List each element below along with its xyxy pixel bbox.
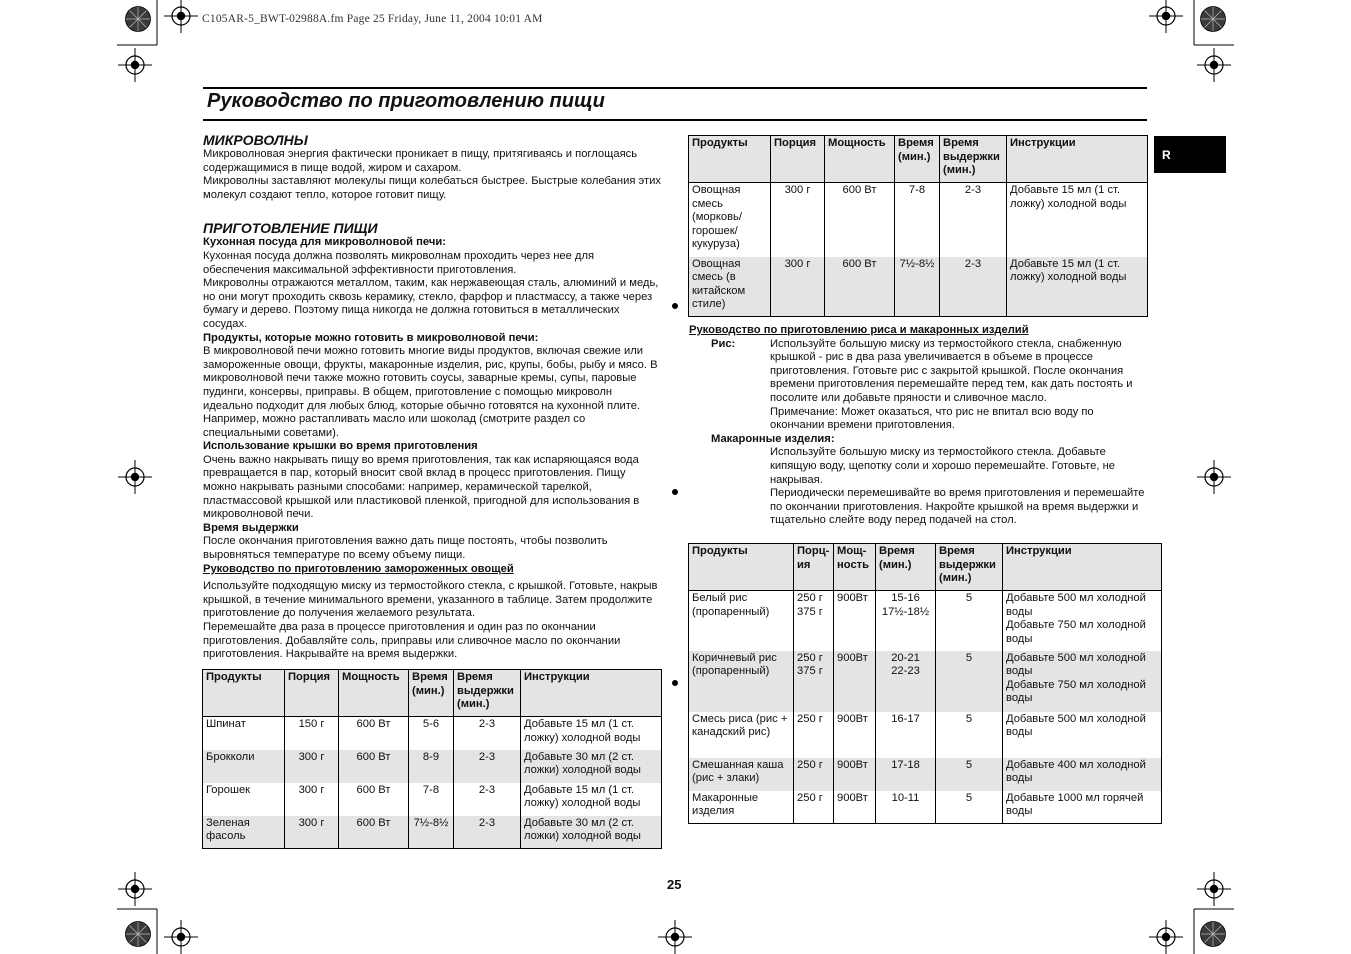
- table-cell: Добавьте 30 мл (2 ст. ложки) холодной воды: [521, 816, 662, 849]
- table-cell: 900Вт: [834, 712, 876, 758]
- table-cell: 300 г: [771, 257, 825, 317]
- table-cell: Коричневый рис (пропаренный): [689, 651, 794, 712]
- frozen-vegetables-table: [202, 669, 662, 849]
- rice-label: Рис:: [711, 337, 736, 350]
- table-cell: 250 г: [794, 758, 834, 791]
- column-header: Инструкции: [1007, 136, 1148, 183]
- table-cell: Добавьте 15 мл (1 ст. ложку) холодной воды: [521, 783, 662, 816]
- column-header: Время (мин.): [409, 670, 454, 717]
- foods-heading: Продукты, которые можно готовить в микроволновой печи:: [203, 331, 539, 344]
- table-row: [689, 183, 1148, 257]
- table-cell: Добавьте 500 мл холодной воды Добавьте 750 мл холодной воды: [1003, 591, 1162, 651]
- column-header: Время выдержки (мин.): [454, 670, 521, 717]
- table-cell: 15-16 17½-18½: [876, 591, 936, 651]
- table-cell: 900Вт: [834, 791, 876, 824]
- column-header: Продукты: [689, 544, 794, 591]
- table-cell: Шпинат: [203, 717, 285, 750]
- binder-dot: [672, 680, 678, 686]
- table-cell: 2-3: [940, 183, 1007, 257]
- column-header: Продукты: [203, 670, 285, 717]
- table-cell: 600 Вт: [339, 783, 409, 816]
- table-cell: 5: [936, 591, 1003, 651]
- table-cell: 5: [936, 791, 1003, 824]
- column-header: Порция: [771, 136, 825, 183]
- table-row: [689, 712, 1162, 758]
- table-cell: 600 Вт: [825, 183, 895, 257]
- table-cell: 250 г: [794, 712, 834, 758]
- table-cell: Добавьте 15 мл (1 ст. ложку) холодной воды: [521, 717, 662, 750]
- table-row: [689, 758, 1162, 791]
- table-cell: 250 г 375 г: [794, 591, 834, 651]
- rice-pasta-heading: Руководство по приготовлению риса и макаронных изделий: [689, 324, 1029, 336]
- page-title: Руководство по приготовлению пищи: [207, 90, 605, 112]
- table-cell: 8-9: [409, 750, 454, 783]
- table-cell: 250 г: [794, 791, 834, 824]
- table-row: [689, 791, 1162, 824]
- rice-note: Примечание: Может оказаться, что рис не впитал всю воду по окончании времени приготовления.: [770, 405, 1094, 432]
- table-cell: Добавьте 15 мл (1 ст. ложку) холодной воды: [1007, 257, 1148, 317]
- table-row: [689, 591, 1162, 651]
- cover-paragraph: Очень важно накрывать пищу во время приготовления, так как испаряющаяся вода превращается в пар, который вносит свой вклад в процесс приготовления. Пищу можно накрывать разными способами: например, керамической тарелкой, пластмассовой крышкой или пластиковой пленкой, пригодной для использования в микроволновой печи.: [203, 453, 640, 521]
- table-cell: 5: [936, 758, 1003, 791]
- table-cell: Макаронные изделия: [689, 791, 794, 824]
- column-header: Порц-ия: [794, 544, 834, 591]
- table-cell: 300 г: [285, 816, 339, 849]
- cookware-paragraph-1: Кухонная посуда должна позволять микроволнам проходить через нее для обеспечения максимальной эффективности приготовления.: [203, 249, 595, 276]
- table-cell: Овощная смесь (морковь/ горошек/ кукуруза): [689, 183, 771, 257]
- pasta-paragraph-1: Используйте большую миску из термостойкого стекла. Добавьте кипящую воду, щепотку соли и хорошо перемешайте. Готовьте, не накрывая.: [770, 446, 1116, 486]
- rice-paragraph: Используйте большую миску из термостойкого стекла, снабженную крышкой - рис в два раза увеличивается в объеме в процессе приготовления. Готовьте рис с закрытой крышкой. После окончания времени приготовления перемешайте перед тем, как дать постоять и посолите или добавьте пряности и сливочное масло.: [770, 337, 1133, 404]
- column-header: Время (мин.): [876, 544, 936, 591]
- file-slug: C105AR-5_BWT-02988A.fm Page 25 Friday, June 11, 2004 10:01 AM: [202, 13, 543, 25]
- table-cell: 600 Вт: [339, 816, 409, 849]
- table-cell: 2-3: [454, 750, 521, 783]
- title-rule-bottom: [203, 119, 1147, 121]
- table-cell: 5: [936, 712, 1003, 758]
- table-row: [689, 257, 1148, 317]
- table-cell: 17-18: [876, 758, 936, 791]
- table-cell: 600 Вт: [339, 717, 409, 750]
- table-cell: 7-8: [895, 183, 940, 257]
- table-cell: Добавьте 1000 мл горячей воды: [1003, 791, 1162, 824]
- table-cell: 2-3: [454, 783, 521, 816]
- table-cell: Зеленая фасоль: [203, 816, 285, 849]
- table-row: [203, 816, 662, 849]
- table-cell: 900Вт: [834, 651, 876, 712]
- rice-pasta-table: [688, 543, 1162, 824]
- microwaves-paragraph-2: Микроволны заставляют молекулы пищи колебаться быстрее. Быстрые колебания этих молекул создают тепло, которое готовит пищу.: [203, 175, 661, 201]
- table-cell: 600 Вт: [825, 257, 895, 317]
- standing-heading: Время выдержки: [203, 521, 299, 534]
- frozen-paragraph-1: Используйте подходящую миску из термостойкого стекла, с крышкой. Готовьте, накрыв крышкой, в течение минимального времени, указанного в таблице. Затем продолжите приготовление до получения желаемого результата.: [203, 580, 658, 620]
- table-cell: 7½-8½: [895, 257, 940, 317]
- table-cell: 300 г: [771, 183, 825, 257]
- column-header: Инструкции: [521, 670, 662, 717]
- table-cell: 900Вт: [834, 591, 876, 651]
- table-cell: 600 Вт: [339, 750, 409, 783]
- column-header: Продукты: [689, 136, 771, 183]
- table-cell: Брокколи: [203, 750, 285, 783]
- foods-paragraph: В микроволновой печи можно готовить многие виды продуктов, включая свежие или замороженные овощи, фрукты, макаронные изделия, рис, крупы, бобы, рыбу и мясо. В микроволновой печи также можно готовить соусы, заварные кремы, супы, паровые пудинги, консервы, приправы. В общем, приготовление с помощью микроволн идеально подходит для любых блюд, которые обычно готовятся на кухонной плите. Например, можно растапливать масло или шоколад (смотрите раздел со специальными советами).: [203, 345, 658, 439]
- table-cell: Добавьте 500 мл холодной воды Добавьте 750 мл холодной воды: [1003, 651, 1162, 712]
- binder-dot: [672, 303, 678, 309]
- pasta-label: Макаронные изделия:: [711, 432, 835, 445]
- table-cell: Добавьте 30 мл (2 ст. ложки) холодной воды: [521, 750, 662, 783]
- frozen-guide-heading: Руководство по приготовлению замороженных овощей: [203, 562, 514, 575]
- title-rule-top: [203, 87, 1147, 89]
- column-header: Мощность: [339, 670, 409, 717]
- cookware-paragraph-2: Микроволны отражаются металлом, таким, как нержавеющая сталь, алюминий и медь, но они могут проходить сквозь керамику, стекло, фарфор и пластмассу, а также через бумагу и дерево. Поэтому пища никогда не должна готовиться в металлических сосудах.: [203, 277, 659, 330]
- column-header: Порция: [285, 670, 339, 717]
- column-header: Мощность: [825, 136, 895, 183]
- frozen-paragraph-2: Перемешайте два раза в процессе приготовления и один раз по окончании приготовления. Добавляйте соль, приправы или сливочное масло по окончании приготовления. Накрывайте на время выдержки.: [203, 621, 621, 661]
- table-cell: 2-3: [454, 816, 521, 849]
- rice-pasta-guide: [689, 324, 1149, 528]
- column-header: Мощ-ность: [834, 544, 876, 591]
- table-cell: 16-17: [876, 712, 936, 758]
- table-cell: 2-3: [454, 717, 521, 750]
- pasta-paragraph-2: Периодически перемешивайте во время приготовления и перемешайте по окончании приготовления. Накройте крышкой на время выдержки и тщательно слейте воду перед подачей на стол.: [770, 487, 1145, 527]
- table-cell: Белый рис (пропаренный): [689, 591, 794, 651]
- table-row: [203, 750, 662, 783]
- table-cell: 20-21 22-23: [876, 651, 936, 712]
- column-header: Инструкции: [1003, 544, 1162, 591]
- table-cell: Овощная смесь (в китайском стиле): [689, 257, 771, 317]
- table-cell: Добавьте 400 мл холодной воды: [1003, 758, 1162, 791]
- language-tab: R: [1154, 136, 1226, 173]
- table-cell: 300 г: [285, 783, 339, 816]
- column-header: Время выдержки (мин.): [940, 136, 1007, 183]
- standing-paragraph: После окончания приготовления важно дать пище постоять, чтобы позволить выровняться температуре по всему объему пищи.: [203, 535, 608, 562]
- table-cell: 900Вт: [834, 758, 876, 791]
- cooking-heading: ПРИГОТОВЛЕНИЕ ПИЩИ: [203, 220, 378, 237]
- table-cell: 7-8: [409, 783, 454, 816]
- table-cell: 7½-8½: [409, 816, 454, 849]
- table-cell: Горошек: [203, 783, 285, 816]
- table-cell: 250 г 375 г: [794, 651, 834, 712]
- table-cell: 150 г: [285, 717, 339, 750]
- microwaves-paragraph-1: Микроволновая энергия фактически проникает в пищу, притягиваясь и поглощаясь содержащимися в пище водой, жиром и сахаром.: [203, 148, 638, 174]
- microwaves-heading: МИКРОВОЛНЫ: [203, 132, 308, 148]
- table-cell: Смешанная каша (рис + злаки): [689, 758, 794, 791]
- table-cell: Смесь риса (рис + канадский рис): [689, 712, 794, 758]
- table-row: [689, 651, 1162, 712]
- column-header: Время выдержки (мин.): [936, 544, 1003, 591]
- table-cell: 5: [936, 651, 1003, 712]
- page-number: 25: [667, 877, 682, 892]
- frozen-vegetables-table-continued: [688, 135, 1148, 317]
- left-column: [203, 132, 661, 662]
- table-cell: Добавьте 500 мл холодной воды: [1003, 712, 1162, 758]
- cover-heading: Использование крышки во время приготовления: [203, 440, 478, 453]
- table-row: [203, 783, 662, 816]
- cookware-heading: Кухонная посуда для микроволновой печи:: [203, 236, 446, 249]
- binder-dot: [672, 489, 678, 495]
- table-cell: 2-3: [940, 257, 1007, 317]
- column-header: Время (мин.): [895, 136, 940, 183]
- table-row: [203, 717, 662, 750]
- table-cell: 5-6: [409, 717, 454, 750]
- table-cell: 10-11: [876, 791, 936, 824]
- table-cell: 300 г: [285, 750, 339, 783]
- table-cell: Добавьте 15 мл (1 ст. ложку) холодной воды: [1007, 183, 1148, 257]
